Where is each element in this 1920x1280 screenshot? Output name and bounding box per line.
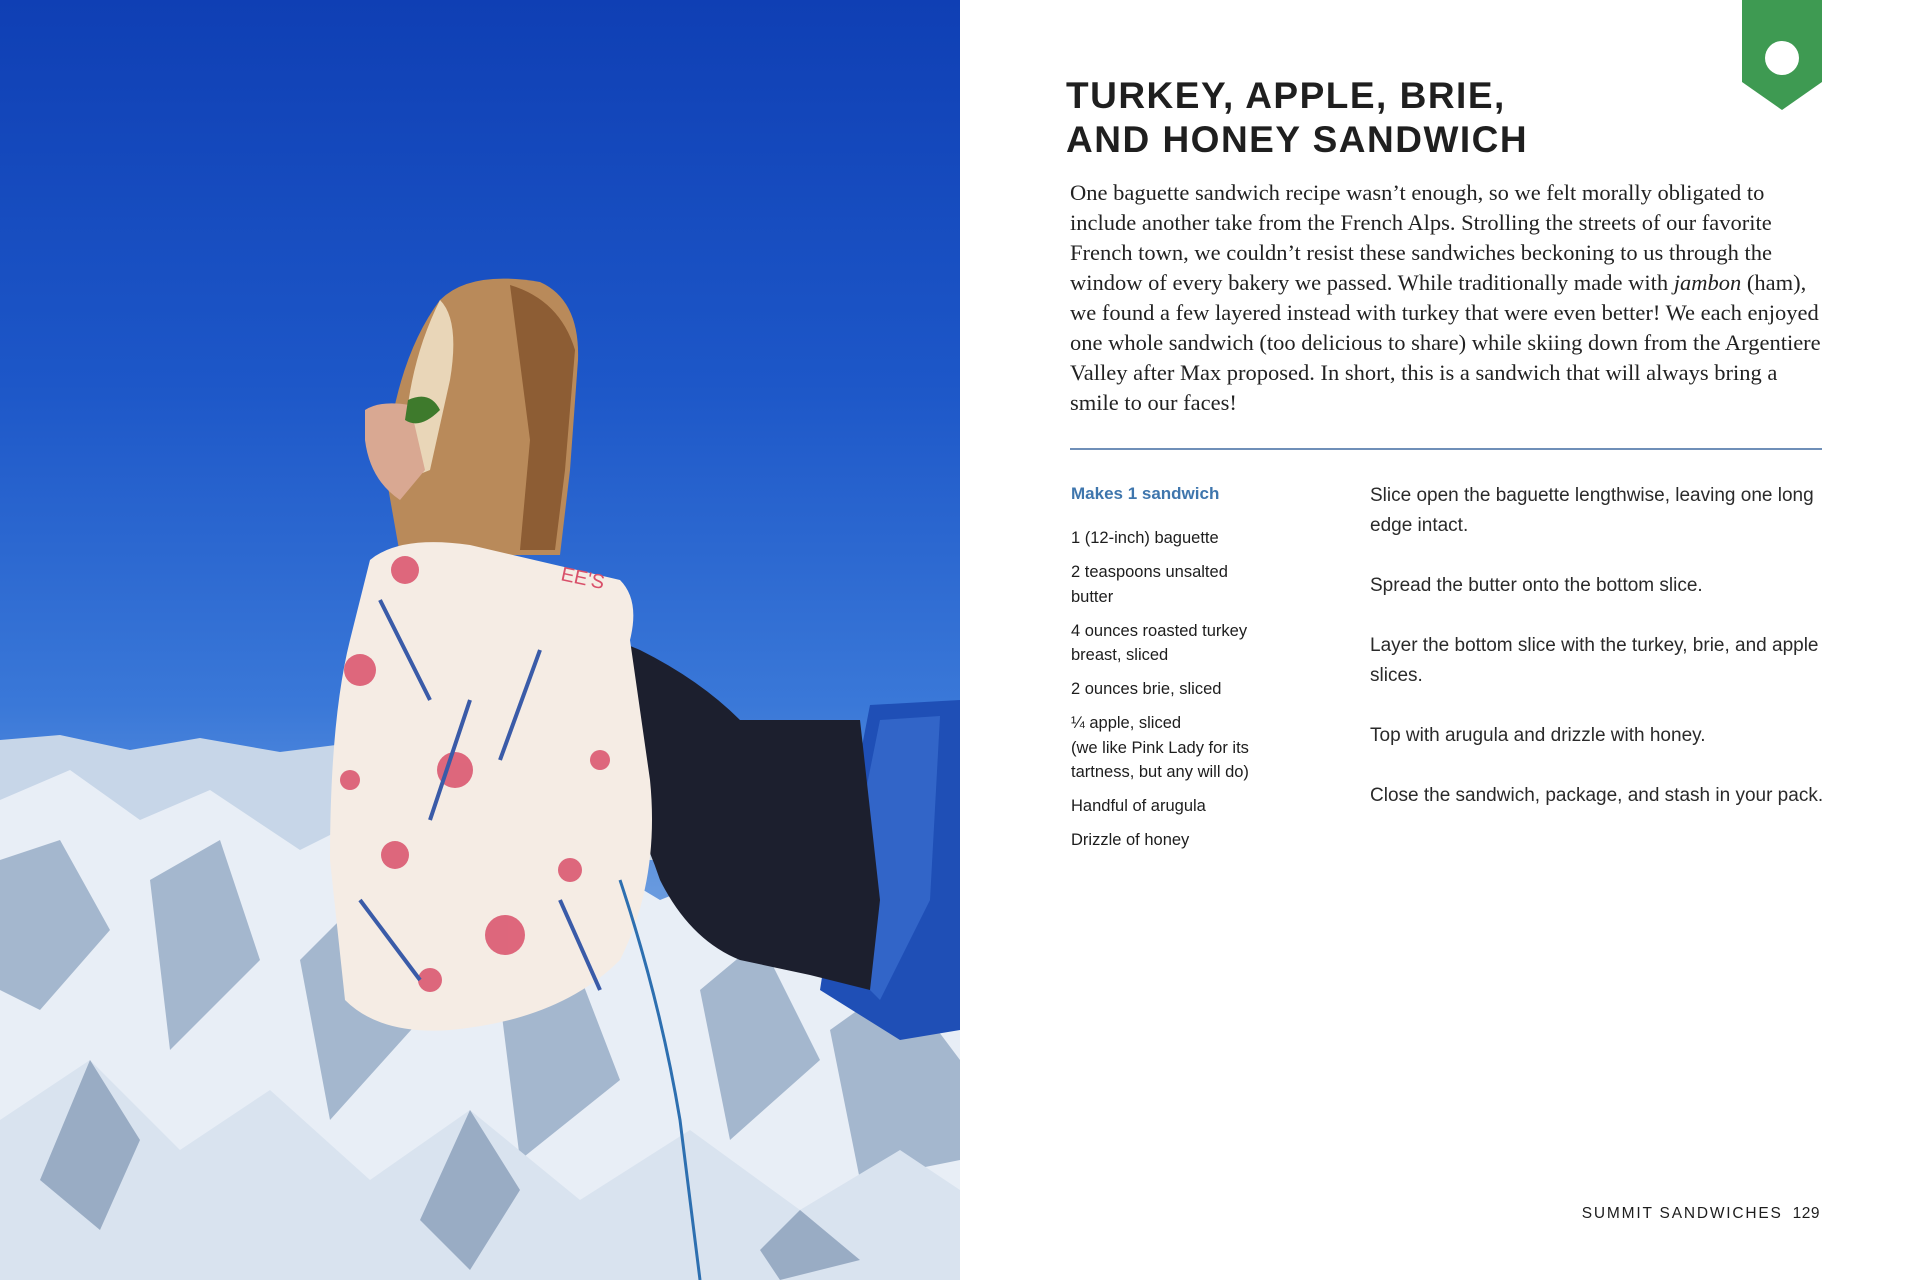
page-number: 129 [1792, 1205, 1820, 1222]
intro-text-2: (ham), we found a few layered instead with turkey that were even better! We each enjoyed one whole sandwich (too delicious to share) while skiing down from the Argentiere Valley after Max proposed. In short, this is a sandwich that will always bring a smile to our faces! [1070, 270, 1821, 415]
ingredient-item: 4 ounces roasted turkey breast, sliced [1071, 621, 1248, 664]
recipe-intro [1070, 178, 1826, 418]
wrap-print-text: EE'S [558, 563, 607, 595]
ingredient-item: 2 teaspoons unsalted butter [1071, 563, 1228, 606]
method-step: Layer the bottom slice with the turkey, brie, and apple slices. [1370, 635, 1819, 686]
method-step: Spread the butter onto the bottom slice. [1370, 575, 1703, 596]
intro-italic: jambon [1673, 270, 1742, 295]
section-divider [1070, 448, 1822, 450]
intro-text-1: One baguette sandwich recipe wasn’t enough, so we felt morally obligated to include another take from the French Alps. Strolling the streets of our favorite French town, we couldn’t resist these sandwiches beckoning to us through the window of every bakery we passed. While traditionally made with [1070, 180, 1772, 295]
recipe-title [1066, 74, 1786, 162]
footer-section-title: SUMMIT SANDWICHES [1581, 1205, 1783, 1222]
page-footer [1582, 1205, 1820, 1223]
title-line-1: TURKEY, APPLE, BRIE, [1066, 75, 1506, 116]
title-line-2: AND HONEY SANDWICH [1066, 119, 1529, 160]
ingredient-item: Drizzle of honey [1071, 831, 1190, 849]
beeswax-wrap [330, 542, 652, 1030]
method-step: Close the sandwich, package, and stash in your pack. [1370, 785, 1824, 806]
method-step: Slice open the baguette lengthwise, leaving one long edge intact. [1370, 485, 1814, 536]
method-step: Top with arugula and drizzle with honey. [1370, 725, 1706, 746]
ingredient-item: ¼ apple, sliced (we like Pink Lady for its tartness, but any will do) [1071, 714, 1249, 781]
ingredients-list [1071, 484, 1321, 862]
method-steps [1370, 481, 1826, 841]
ingredient-item: Handful of arugula [1071, 797, 1206, 815]
yield-label: Makes 1 sandwich [1071, 484, 1220, 503]
ingredient-item: 1 (12-inch) baguette [1071, 529, 1219, 547]
ingredient-item: 2 ounces brie, sliced [1071, 680, 1222, 698]
